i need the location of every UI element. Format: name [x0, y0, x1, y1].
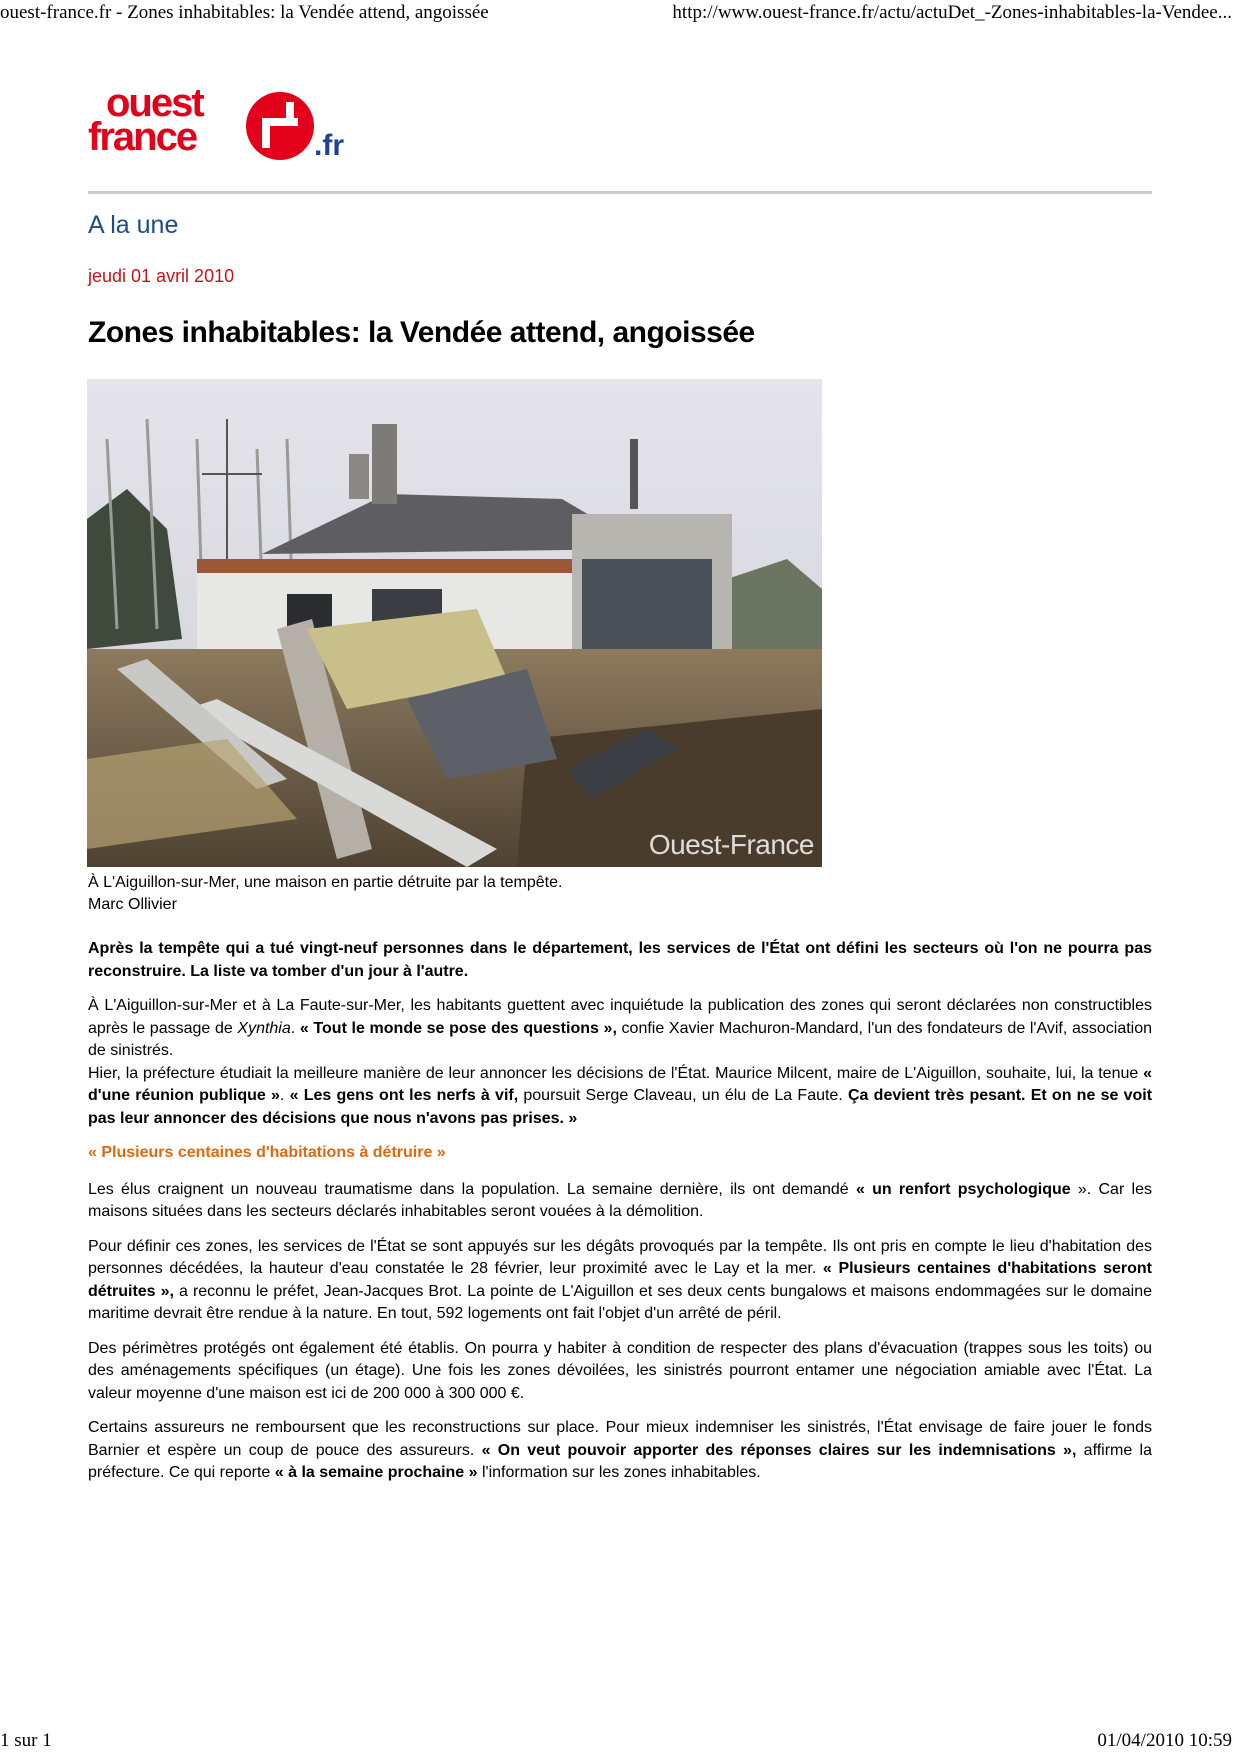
- text: affirme la préfecture. Ce qui reporte: [88, 1441, 1153, 1481]
- article-paragraph: [88, 1063, 1152, 1131]
- quote: « Plusieurs centaines d'habitations seront détruites »,: [88, 1260, 1152, 1300]
- article-paragraph: Des périmètres protégés ont également été établis. On pourra y habiter à condition de respecter des plans d'évacuation (trappes sous les toits) ou des aménagements spécifiques (un étage). Une fois les zones dévoilées, les sinistrés pourront entamer une négociation amiable avec l'État. La valeur moyenne d'une maison est ici de 200 000 à 300 000 €.: [88, 1339, 1152, 1402]
- photo-watermark: Ouest-France: [648, 829, 814, 860]
- storm-name: Xynthia: [237, 1019, 291, 1037]
- caption-text: À L'Aiguillon-sur-Mer, une maison en partie détruite par la tempête.: [88, 874, 563, 891]
- logo-line-france: france: [88, 115, 197, 159]
- quote: « à la semaine prochaine »: [274, 1464, 478, 1481]
- article-paragraph: [88, 1179, 1152, 1224]
- logo-suffix: .fr: [314, 129, 344, 162]
- quote: « On veut pouvoir apporter des réponses claires sur les indemnisations »,: [481, 1441, 1077, 1459]
- destroyed-house-image: [87, 379, 822, 867]
- text: a reconnu le préfet, Jean-Jacques Brot. La pointe de L'Aiguillon et ses deux cents bungalows et maisons endommagées sur le domaine maritime devrait être rendue à la nature. En tout, 592 logements ont fait l'objet d'un arrêté de péril.: [88, 1282, 1153, 1322]
- text: Certains assureurs ne remboursent que les reconstructions sur place. Pour mieux indemniser les sinistrés, l'État envisage de faire jouer le fonds Barnier et espère un coup de pouce des assureurs.: [88, 1419, 1152, 1459]
- text: .: [290, 1019, 300, 1037]
- article-date: jeudi 01 avril 2010: [88, 266, 235, 286]
- text: Pour définir ces zones, les services de l'État se sont appuyés sur les dégâts provoqués par la tempête. Ils ont pris en compte le lieu d'habitation des personnes décédées, la hauteur d'eau constatée le 28 février, leur proximité avec le Lay et la mer.: [88, 1237, 1152, 1277]
- article-paragraph: [88, 1236, 1152, 1326]
- section-label[interactable]: A la une: [88, 211, 179, 239]
- article-subheading: « Plusieurs centaines d'habitations à détruire »: [88, 1144, 446, 1161]
- logo-line-ouest: ouest: [106, 81, 203, 125]
- print-footer-page-count: 1 sur 1: [0, 1730, 52, 1751]
- header-divider: [88, 191, 1152, 194]
- quote: « Tout le monde se pose des questions »,: [299, 1019, 617, 1037]
- text: .: [279, 1087, 290, 1104]
- text: Hier, la préfecture étudiait la meilleure manière de leur annoncer les décisions de l'État. Maurice Milcent, maire de L'Aiguillon, souhaite, lui, la tenue: [88, 1064, 1144, 1082]
- print-footer-timestamp: 01/04/2010 10:59: [1097, 1730, 1232, 1751]
- logo-wordmark: [88, 81, 203, 159]
- text: ». Car les maisons situées dans les secteurs déclarés inhabitables seront vouées à la démolition.: [88, 1180, 1152, 1220]
- quote: « un renfort psychologique: [855, 1180, 1071, 1198]
- quote: « Les gens ont les nerfs à vif,: [289, 1087, 519, 1104]
- article-title: Zones inhabitables: la Vendée attend, angoissée: [88, 316, 755, 349]
- article-paragraph: [88, 995, 1152, 1063]
- photo-caption: [88, 872, 562, 916]
- quote: « d'une réunion publique »: [88, 1064, 1152, 1104]
- logo-emblem-icon: [246, 92, 314, 160]
- article-photo: [87, 379, 822, 867]
- text: confie Xavier Machuron-Mandard, l'un des fondateurs de l'Avif, association de sinistrés.: [88, 1019, 1153, 1059]
- quote: Ça devient très pesant. Et on ne se voit pas leur annoncer des décisions que nous n'avons pas prises. »: [88, 1087, 1153, 1127]
- article-lead: Après la tempête qui a tué vingt-neuf personnes dans le département, les services de l'État ont défini les secteurs où l'on ne pourra pas reconstruire. La liste va tomber d'un jour à l'autre.: [88, 940, 1152, 980]
- photo-credit: Marc Ollivier: [88, 896, 177, 913]
- text: poursuit Serge Claveau, un élu de La Faute.: [518, 1087, 848, 1104]
- article-paragraph: [88, 1417, 1152, 1485]
- print-header-url: http://www.ouest-france.fr/actu/actuDet_-Zones-inhabitables-la-Vendee...: [672, 2, 1232, 23]
- print-header-title: ouest-france.fr - Zones inhabitables: la Vendée attend, angoissée: [0, 2, 489, 23]
- text: l'information sur les zones inhabitables.: [477, 1464, 761, 1481]
- article-body: [88, 938, 1152, 1497]
- ouest-france-logo[interactable]: [88, 81, 358, 166]
- text: Les élus craignent un nouveau traumatisme dans la population. La semaine dernière, ils ont demandé: [88, 1180, 856, 1198]
- text: À L'Aiguillon-sur-Mer et à La Faute-sur-Mer, les habitants guettent avec inquiétude la publication des zones qui seront déclarées non constructibles après le passage de: [88, 997, 1152, 1037]
